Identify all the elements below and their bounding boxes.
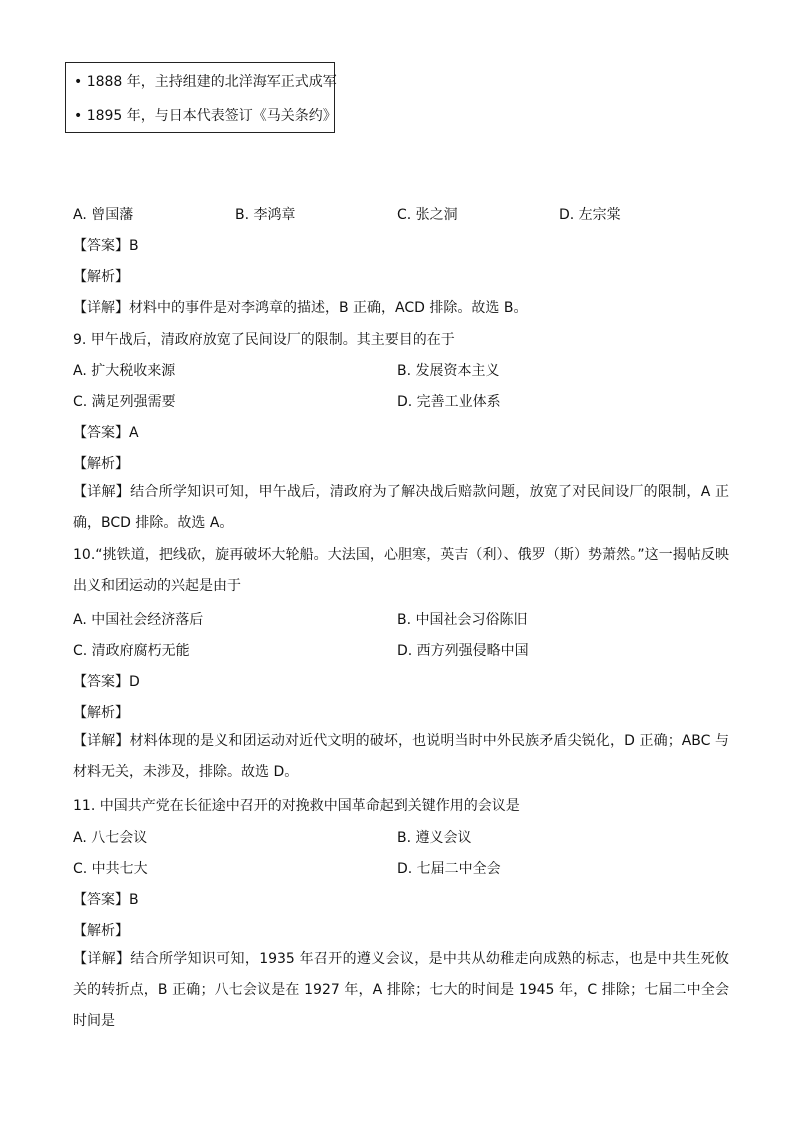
- q11-analysis-label: 【解析】: [73, 923, 129, 939]
- q8-option-a: A. 曾国藩: [73, 207, 134, 223]
- q8-answer: 【答案】B: [73, 238, 139, 254]
- q8-analysis-label: 【解析】: [73, 269, 129, 285]
- q11-option-a: A. 八七会议: [73, 830, 148, 846]
- q9-option-c: C. 满足列强需要: [73, 394, 176, 410]
- q9-option-b: B. 发展资本主义: [397, 363, 500, 379]
- q11-stem: 11. 中国共产党在长征途中召开的对挽救中国革命起到关键作用的会议是: [73, 798, 520, 814]
- q10-analysis-label: 【解析】: [73, 705, 129, 721]
- material-line-1: • 1888 年，主持组建的北洋海军正式成军: [74, 74, 337, 90]
- q11-detail: 【详解】结合所学知识可知，1935 年召开的遵义会议，是中共从幼稚走向成熟的标志，也是中共生死攸关的转折点，B 正确；八七会议是在 1927 年，A 排除；七大的时间是 1945 年，C 排除；七届二中全会时间是: [73, 951, 729, 1029]
- q8-option-d: D. 左宗棠: [559, 207, 621, 223]
- q10-option-c: C. 清政府腐朽无能: [73, 643, 190, 659]
- q9-option-a: A. 扩大税收来源: [73, 363, 176, 379]
- q11-option-b: B. 遵义会议: [397, 830, 472, 846]
- q11-option-d: D. 七届二中全会: [397, 861, 501, 877]
- q9-analysis-label: 【解析】: [73, 456, 129, 472]
- q10-answer: 【答案】D: [73, 674, 140, 690]
- q10-detail: 【详解】材料体现的是义和团运动对近代文明的破坏，也说明当时中外民族矛盾尖锐化，D 正确；ABC 与材料无关，未涉及，排除。故选 D。: [73, 733, 729, 780]
- q11-option-c: C. 中共七大: [73, 861, 148, 877]
- q8-detail: 【详解】材料中的事件是对李鸿章的描述，B 正确，ACD 排除。故选 B。: [73, 300, 528, 316]
- q10-option-d: D. 西方列强侵略中国: [397, 643, 529, 659]
- q10-option-a: A. 中国社会经济落后: [73, 612, 204, 628]
- material-line-2: • 1895 年，与日本代表签订《马关条约》: [74, 108, 337, 124]
- q10-stem: 10.“挑铁道，把线砍，旋再破坏大轮船。大法国，心胆寒，英吉（利）、俄罗（斯）势萧然。”这一揭帖反映出义和团运动的兴起是由于: [73, 547, 729, 594]
- q9-option-d: D. 完善工业体系: [397, 394, 501, 410]
- q8-option-c: C. 张之洞: [397, 207, 458, 223]
- q8-option-b: B. 李鸿章: [235, 207, 296, 223]
- q9-detail: 【详解】结合所学知识可知，甲午战后，清政府为了解决战后赔款问题，放宽了对民间设厂的限制，A 正确，BCD 排除。故选 A。: [73, 484, 729, 531]
- q10-option-b: B. 中国社会习俗陈旧: [397, 612, 528, 628]
- q9-stem: 9. 甲午战后，清政府放宽了民间设厂的限制。其主要目的在于: [73, 332, 455, 348]
- q11-answer: 【答案】B: [73, 892, 139, 908]
- q9-answer: 【答案】A: [73, 425, 139, 441]
- material-box: [65, 62, 335, 133]
